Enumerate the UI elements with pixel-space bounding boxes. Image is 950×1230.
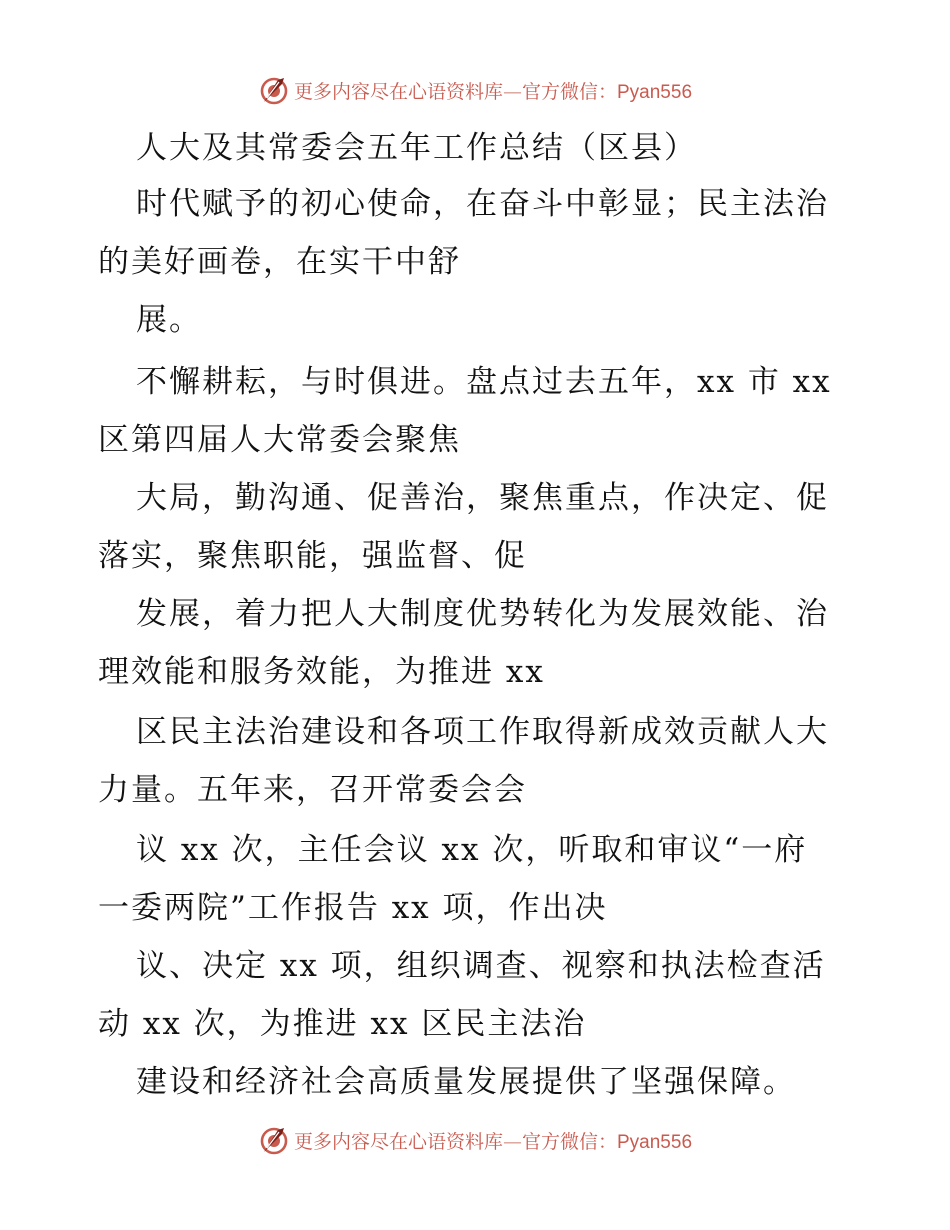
text-line: 建设和经济社会高质量发展提供了坚强保障。: [136, 1064, 796, 1100]
text-line: 区民主法治建设和各项工作取得新成效贡献人大: [136, 714, 829, 750]
quill-circle-logo-icon: [258, 1124, 290, 1156]
text-line: 不懈耕耘，与时俱进。盘点过去五年，xx 市 xx: [136, 364, 832, 400]
text-line: 议、决定 xx 项，组织调查、视察和执法检查活: [136, 948, 826, 984]
quill-circle-logo-icon: [258, 74, 290, 106]
document-title: 人大及其常委会五年工作总结（区县）: [136, 130, 697, 166]
watermark-suffix: 官方微信：: [521, 80, 617, 103]
watermark-separator: —: [502, 80, 522, 103]
text-line: 落实，聚焦职能，强监督、促: [98, 538, 527, 574]
text-line: 大局，勤沟通、促善治，聚焦重点，作决定、促: [136, 480, 829, 516]
watermark-brand: Pyan556: [617, 1131, 693, 1153]
text-line: 的美好画卷，在实干中舒: [98, 244, 461, 280]
text-line: 发展，着力把人大制度优势转化为发展效能、治: [136, 596, 829, 632]
footer-watermark: [0, 1122, 950, 1158]
text-line: 议 xx 次，主任会议 xx 次，听取和审议“一府: [136, 832, 808, 868]
watermark-brand: Pyan556: [617, 81, 693, 103]
text-line: 区第四届人大常委会聚焦: [98, 422, 461, 458]
watermark-separator: —: [502, 1130, 522, 1153]
text-line: 时代赋予的初心使命，在奋斗中彰显；民主法治: [136, 186, 829, 222]
text-line: 动 xx 次，为推进 xx 区民主法治: [98, 1006, 587, 1042]
watermark-title: 更多内容尽在心语资料库: [293, 80, 503, 103]
text-line: 一委两院”工作报告 xx 项，作出决: [98, 890, 608, 926]
watermark-title: 更多内容尽在心语资料库: [293, 1130, 503, 1153]
text-line: 力量。五年来，召开常委会会: [98, 772, 527, 808]
text-line: 展。: [136, 302, 202, 338]
header-watermark: [0, 72, 950, 108]
watermark-suffix: 官方微信：: [521, 1130, 617, 1153]
text-line: 理效能和服务效能，为推进 xx: [98, 654, 545, 690]
